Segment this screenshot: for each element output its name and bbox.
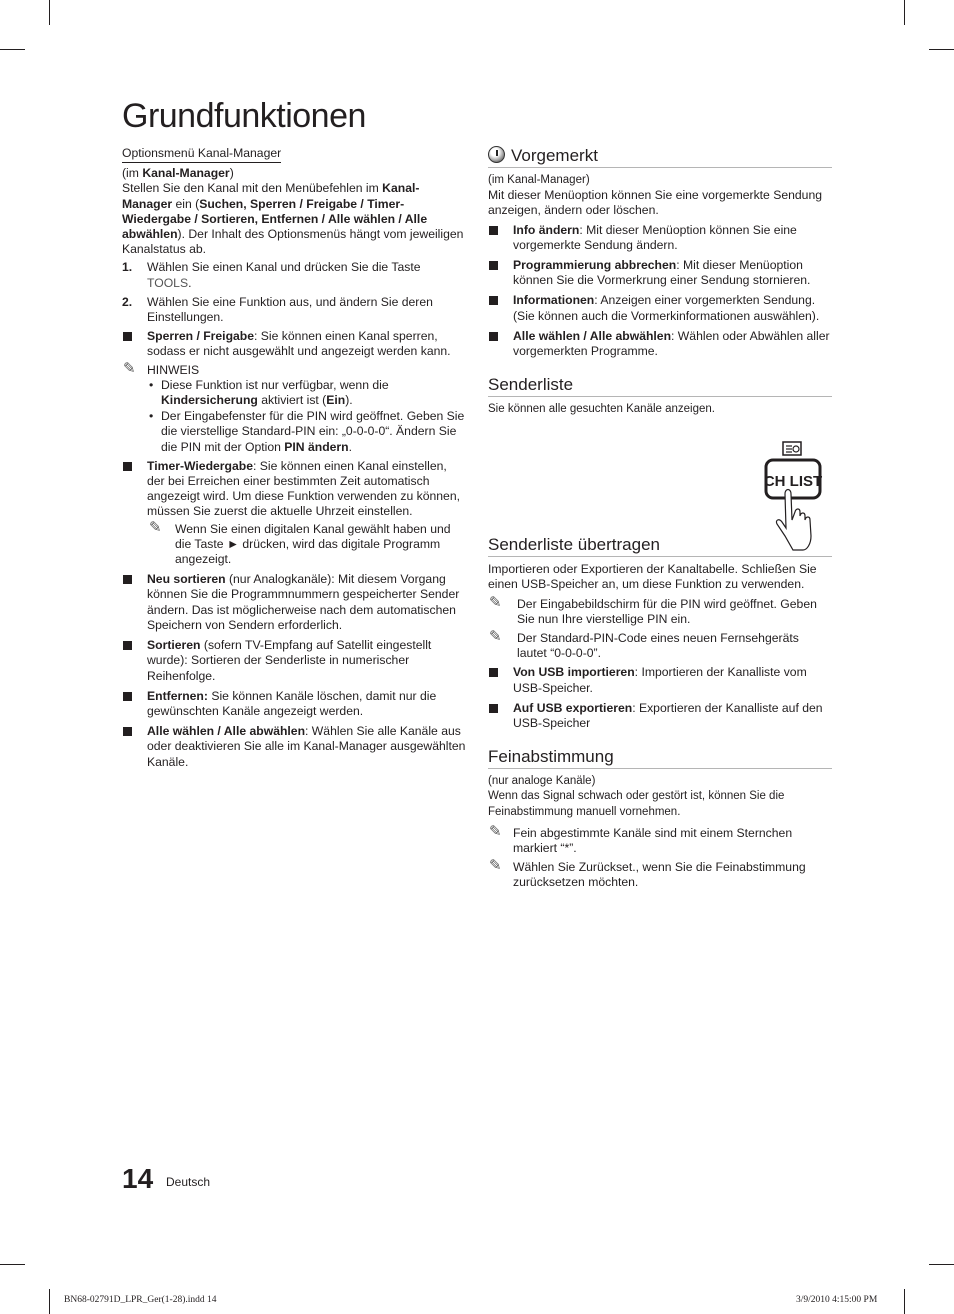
crop-mark [49,1289,50,1314]
print-slug-file: BN68-02791D_LPR_Ger(1-28).indd 14 [64,1295,217,1305]
square-bullet-icon [123,727,132,736]
note: ✎ Wählen Sie Zurückset., wenn Sie die Feinabstimmung zurücksetzen möchten. [489,857,806,890]
step-1: 1. Wählen Sie einen Kanal und drücken Sie die Taste TOOLS. [122,260,421,290]
list-item: Alle wählen / Alle abwählen: Wählen Sie alle Kanäle aus oder deaktivieren Sie alle im Kanal-Manager ausgewählten Kanäle. [122,724,466,770]
list-item: Sortieren (sofern TV-Empfang auf Satellit eingestellt wurde): Sortieren der Senderliste in numerischer Reihenfolge. [122,638,466,684]
section-title: Vorgemerkt [488,146,832,168]
crop-mark [0,49,25,50]
note: ✎ Der Standard-PIN-Code eines neuen Fernsehgeräts lautet “0-0-0-0”. [489,628,799,661]
page-number: 14 [122,1163,154,1194]
intro-paragraph: Stellen Sie den Kanal mit den Menübefehlen im Kanal-Manager ein (Suchen, Sperren / Freigabe / Timer-Wiedergabe / Sortieren, Entfernen / Alle wählen / Alle abwählen). Der Inhalt des Optionsmenüs hängt vom jeweiligen Kanalstatus ab. [122,181,464,257]
note: ✎ Fein abgestimmte Kanäle sind mit einem Sternchen markiert “*”. [489,822,793,856]
list-item: • Der Eingabefenster für die PIN wird geöffnet. Geben Sie die vierstellige Standard-PIN ein: „0-0-0-0“. Ändern Sie die PIN mit der Option PIN ändern. [149,409,465,454]
hinweis-note: ✎ HINWEIS • Diese Funktion ist nur verfügbar, wenn die Kindersicherung aktiviert ist (Ein). • Der Eingabefenster für die PIN wird geöffnet. Geben Sie die vierstellige Standard-PIN ein: „0-0-0-0“. Ändern Sie die PIN mit der Option PIN ändern. [123,359,465,454]
section-title: Senderliste übertragen [488,535,832,557]
list-item: Timer-Wiedergabe: Sie können einen Kanal einstellen, der bei Erreichen einer bestimmten Zeit automatisch angezeigt wird. Um diese Funktion verwenden zu können, müssen Sie zuerst die aktuelle Uhrzeit einstellen. ✎ Wenn Sie einen digitalen Kanal gewählt haben und die Taste ► drücken, wird das digitale Programm angezeigt. [122,459,466,567]
left-column [122,146,466,775]
crop-mark [904,0,905,25]
pencil-note-icon: ✎ [489,593,502,611]
intro-paragraph: Mit dieser Menüoption können Sie eine vorgemerkte Sendung anzeigen, ändern oder löschen. [488,188,823,218]
hinweis-bullets [147,378,466,455]
crop-mark [0,1264,25,1265]
list-icon [783,442,801,455]
list-item: Informationen: Anzeigen einer vorgemerkten Sendung. (Sie können auch die Vormerkinformationen auswählen). [488,293,832,323]
option-list [122,329,466,769]
note: ✎ Der Eingabebildschirm für die PIN wird geöffnet. Geben Sie nun Ihre vierstellige PIN ein. [489,593,817,626]
context-line: (im Kanal-Manager) [122,166,234,181]
print-slug-date: 3/9/2010 4:15:00 PM [796,1295,878,1305]
section-heading: Optionsmenü Kanal-Manager [122,146,281,163]
timer-note: ✎ Wenn Sie einen digitalen Kanal gewählt haben und die Taste ► drücken, wird das digitale Programm angezeigt. [149,518,451,567]
crop-mark [929,49,954,50]
ch-list-button-label: CH LIST [763,473,823,490]
pencil-note-icon: ✎ [489,822,502,840]
square-bullet-icon [489,704,498,713]
body-text: Sie können alle gesuchten Kanäle anzeigen. [488,403,715,416]
ch-list-illustration-svg [763,440,827,552]
section-feinabstimmung [488,747,832,890]
intro-paragraph: Importieren oder Exportieren der Kanaltabelle. Schließen Sie einen USB-Speicher an, um diese Funktion zu verwenden. [488,562,817,592]
pencil-note-icon: ✎ [123,359,136,377]
list-item: Sperren / Freigabe: Sie können einen Kanal sperren, sodass er nicht ausgewählt und angezeigt werden kann. [122,329,466,359]
square-bullet-icon [489,296,498,305]
section-vorgemerkt [488,146,832,359]
crop-mark [929,1264,954,1265]
section-title: Feinabstimmung [488,747,832,769]
square-bullet-icon [123,692,132,701]
ch-list-button-illustration [763,440,827,552]
square-bullet-icon [123,641,132,650]
square-bullet-icon [489,668,498,677]
list-item: Von USB importieren: Importieren der Kanalliste vom USB-Speicher. [488,665,832,695]
page-title: Grundfunktionen [122,97,366,135]
list-item: Programmierung abbrechen: Mit dieser Menüoption können Sie die Vormerkrung einer Sendung stornieren. [488,258,832,288]
square-bullet-icon [123,462,132,471]
timer-icon [488,146,505,163]
list-item: Info ändern: Mit dieser Menüoption können Sie eine vorgemerkte Sendung ändern. [488,223,832,253]
square-bullet-icon [489,226,498,235]
intro-paragraph: Wenn das Signal schwach oder gestört ist, können Sie die Feinabstimmung manuell vornehmen. [488,790,785,818]
section-senderliste-uebertragen [488,535,832,731]
list-item: Auf USB exportieren: Exportieren der Kanalliste auf den USB-Speicher [488,701,832,731]
sub-line: (nur analoge Kanäle) [488,775,596,788]
list-item: • Diese Funktion ist nur verfügbar, wenn die Kindersicherung aktiviert ist (Ein). [149,377,389,408]
square-bullet-icon [489,332,498,341]
list-item: Entfernen: Sie können Kanäle löschen, damit nur die gewünschten Kanäle angezeigt werden. [122,689,466,719]
square-bullet-icon [123,332,132,341]
pencil-note-icon: ✎ [489,857,502,875]
context-line: (im Kanal-Manager) [488,174,590,186]
list-item: Alle wählen / Alle abwählen: Wählen oder Abwählen aller vorgemerkten Programme. [488,329,832,359]
list-item: Neu sortieren (nur Analogkanäle): Mit diesem Vorgang können Sie die Programmnummern gespeicherter Sender ändern. Das ist möglicherweise nach dem automatischen Speichern von Sendern erforderlich. [122,572,466,633]
square-bullet-icon [489,261,498,270]
footer-language: Deutsch [166,1175,211,1189]
step-2: 2. Wählen Sie eine Funktion aus, und ändern Sie deren Einstellungen. [122,294,433,325]
pencil-note-icon: ✎ [149,518,162,536]
pencil-note-icon: ✎ [489,628,502,646]
crop-mark [904,1289,905,1314]
square-bullet-icon [123,575,132,584]
section-title: Senderliste [488,375,832,397]
steps-list [122,260,466,325]
crop-mark [49,0,50,25]
